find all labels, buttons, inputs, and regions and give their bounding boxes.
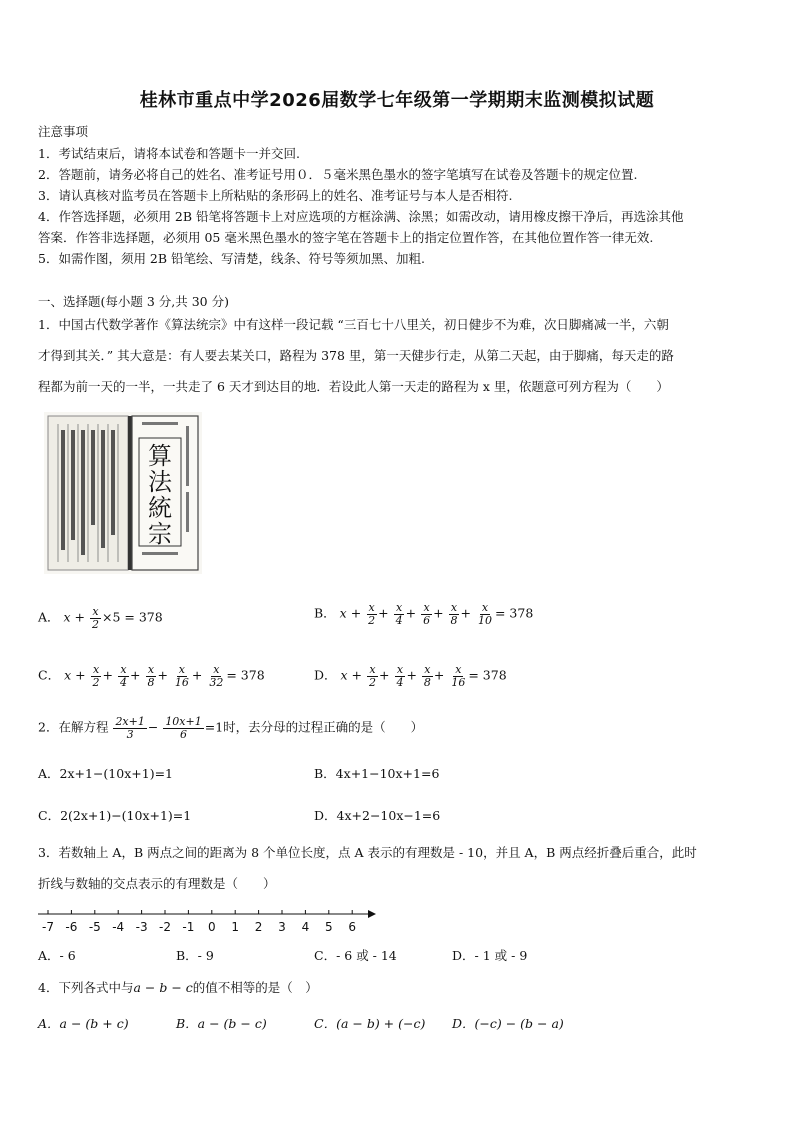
q2-option-d: D．4x+2−10x−1=6	[314, 808, 441, 823]
number-line-tick-label: 1	[231, 920, 240, 934]
number-line-tick-label: -2	[159, 920, 171, 934]
number-line-tick-label: -4	[112, 920, 125, 934]
number-line-tick-label: 3	[278, 920, 286, 934]
q1-line-1: 1．中国古代数学著作《算法统宗》中有这样一段记载 “三百七十八里关，初日健步不为难，次日脚痛减一半，六朝	[38, 317, 669, 332]
section-heading: 一、选择题(每小题 3 分,共 30 分)	[38, 294, 229, 309]
q3-option-d: D．- 1 或 - 9	[452, 948, 528, 963]
q3-option-a: A．- 6	[38, 948, 76, 963]
q1-option-b: B． x + $\frac{x}{2}$ + $\frac{x}{4}$ + $\frac{x}{6}$ + $\frac{x}{8}$ + $\frac{x}{10}$ = 378	[314, 601, 534, 627]
q4-option-c: C．(a − b) + (−c)	[314, 1016, 426, 1031]
number-line-tick-label: -7	[42, 920, 54, 934]
number-line-tick-label: 2	[254, 920, 263, 934]
arrow-right-icon	[368, 910, 376, 918]
q4-option-a: A．a − (b + c)	[38, 1016, 129, 1031]
notes-heading: 注意事项	[38, 124, 89, 139]
note-item-5: 5．如需作图，须用 2B 铅笔绘、写清楚，线条、符号等须加黑、加粗.	[38, 251, 426, 266]
note-item-4: 4．作答选择题，必须用 2B 铅笔将答题卡上对应选项的方框涂满、涂黑；如需改动，请用橡皮擦干净后，再选涂其他	[38, 209, 684, 224]
q3-line-2: 折线与数轴的交点表示的有理数是（ ）	[38, 876, 276, 891]
book-char-1: 算	[148, 442, 172, 470]
book-char-3: 統	[148, 494, 172, 522]
q3-option-b: B．- 9	[176, 948, 214, 963]
q2-option-b: B．4x+1−10x+1=6	[314, 766, 440, 781]
number-line-tick-label: -6	[65, 920, 78, 934]
number-line-tick-label: -5	[88, 920, 101, 934]
q2-stem: 2．在解方程 $\frac{2x+1}{3}$ − $\frac{10x+1}{6}$ =1时，去分母的过程正确的是（ ）	[38, 715, 424, 741]
q1-option-c: C． x + $\frac{x}{2}$ + $\frac{x}{4}$ + $\frac{x}{8}$ + $\frac{x}{16}$ + $\frac{x}{32}$ = 378	[38, 663, 265, 689]
number-line-tick-label: 5	[324, 920, 333, 934]
q3-line-1: 3．若数轴上 A，B 两点之间的距离为 8 个单位长度，点 A 表示的有理数是 - 10，并且 A，B 两点经折叠后重合，此时	[38, 845, 697, 860]
q4-stem: 4．下列各式中与a − b − c的值不相等的是（ ）	[38, 980, 318, 995]
note-item-1: 1．考试结束后，请将本试卷和答题卡一并交回.	[38, 146, 300, 161]
q2-option-a: A．2x+1−(10x+1)=1	[38, 766, 173, 781]
q3-option-c: C．- 6 或 - 14	[314, 948, 397, 963]
q2-option-c: C．2(2x+1)−(10x+1)=1	[38, 808, 192, 823]
number-line-tick-label: 4	[301, 920, 310, 934]
number-line	[38, 904, 378, 936]
note-item-2: 2．答题前，请务必将自己的姓名、准考证号用０．５毫米黑色墨水的签字笔填写在试卷及答题卡的规定位置.	[38, 167, 638, 182]
number-line-tick-label: 6	[348, 920, 357, 934]
number-line-tick-label: -1	[182, 920, 195, 934]
page-title: 桂林市重点中学2026届数学七年级第一学期期末监测模拟试题	[139, 90, 655, 111]
q1-line-3: 程都为前一天的一半，一共走了 6 天才到达目的地．若设此人第一天走的路程为 x 里，依题意可列方程为（ ）	[38, 379, 669, 394]
number-line-tick-label: -3	[135, 920, 148, 934]
note-item-3: 3．请认真核对监考员在答题卡上所粘贴的条形码上的姓名、准考证号与本人是否相符.	[38, 188, 513, 203]
q1-option-a: A． x + $\frac{x}{2}$ ×5 = 378	[38, 605, 163, 631]
q4-option-b: B．a − (b − c)	[176, 1016, 267, 1031]
number-line-tick-label: 0	[207, 920, 216, 934]
suanfa-tongzong-book-image	[44, 412, 202, 574]
book-char-4: 宗	[148, 520, 172, 548]
note-item-4-cont: 答案．作答非选择题，必须用 05 毫米黑色墨水的签字笔在答题卡上的指定位置作答，在其他位置作答一律无效.	[38, 230, 654, 245]
q1-option-d: D． x + $\frac{x}{2}$ + $\frac{x}{4}$ + $\frac{x}{8}$ + $\frac{x}{16}$ = 378	[314, 663, 507, 689]
book-char-2: 法	[148, 468, 172, 496]
q1-line-2: 才得到其关．” 其大意是：有人要去某关口，路程为 378 里，第一天健步行走，从第二天起，由于脚痛，每天走的路	[38, 348, 674, 363]
q4-option-d: D．(−c) − (b − a)	[452, 1016, 564, 1031]
